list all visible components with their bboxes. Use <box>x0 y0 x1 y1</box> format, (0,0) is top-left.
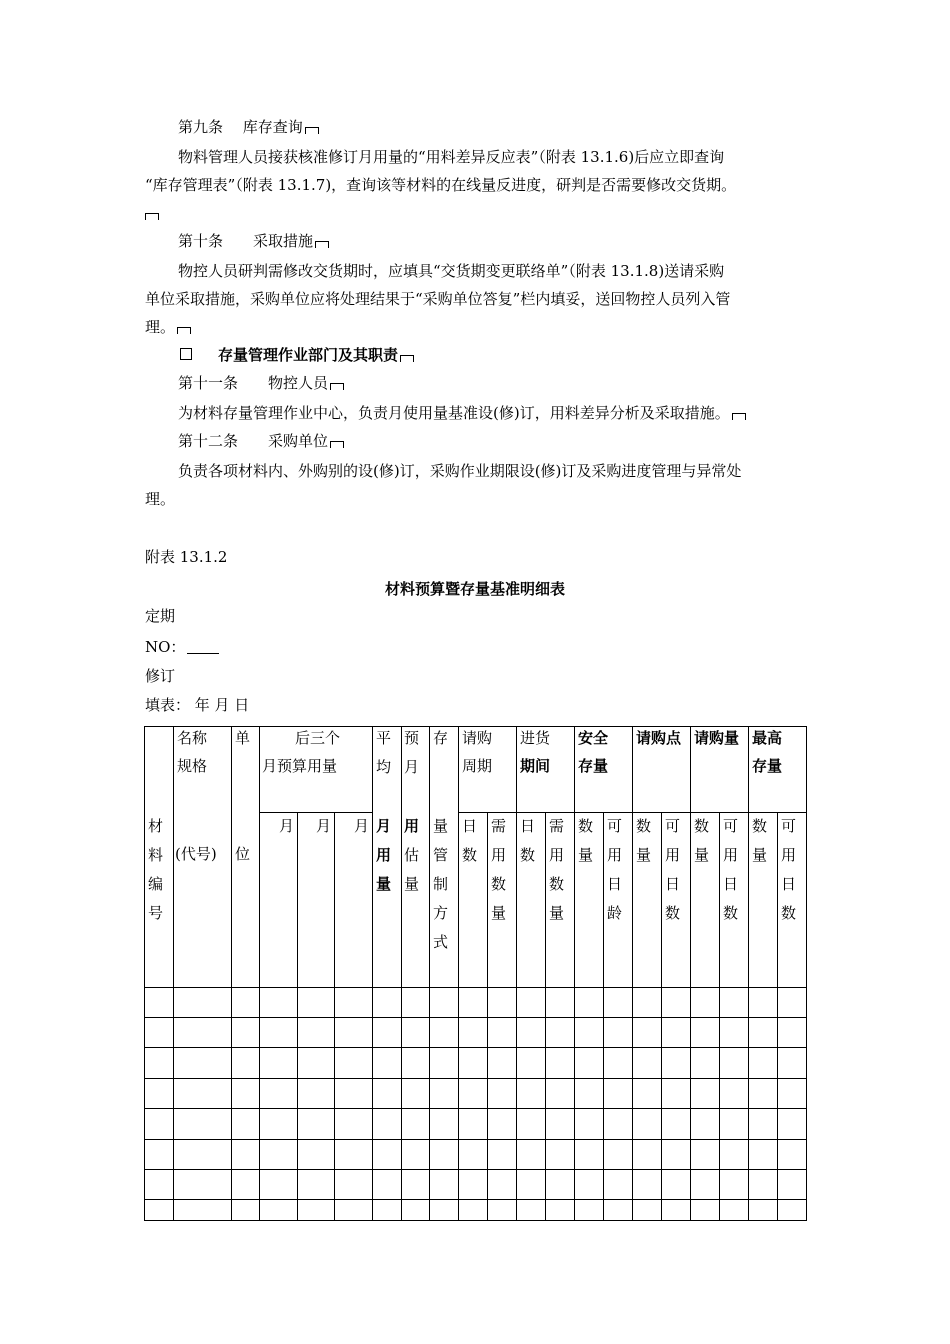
header-usable-age: 可用日龄 <box>607 817 623 922</box>
header-budget-1: 后三个 <box>295 729 341 747</box>
header-material-no: 材料编号 <box>148 817 164 922</box>
header-reorder: 请购点 <box>636 729 682 747</box>
header-days-2: 日数 <box>520 817 536 864</box>
header-forecast-top: 预月 <box>404 729 420 776</box>
header-safety-2: 存量 <box>578 757 609 775</box>
header-unit-1: 单 <box>235 729 251 747</box>
header-month-1: 月 <box>279 817 295 835</box>
header-unit-2: 位 <box>235 845 251 863</box>
header-usable-days-2: 可用日数 <box>723 817 739 922</box>
article-10-body-line-1: 物控人员研判需修改交货期时，应填具“交货期变更联络单”（附表 13.1.8)送请采购 <box>178 262 725 280</box>
article-10-title: 第十条 采取措施 <box>178 230 329 252</box>
table-title: 材料预算暨存量基准明细表 <box>384 580 565 598</box>
header-month-3: 月 <box>354 817 370 835</box>
article-12-body-line-1: 负责各项材料内、外购别的设(修)订，采购作业期限设(修)订及采购进度管理与异常处 <box>178 462 742 480</box>
article-9-body-line-2: “库存管理表”（附表 13.1.7)，查询该等材料的在线量反进度，研判是否需要修改交货期。 <box>145 176 737 194</box>
article-12-title: 第十二条 采购单位 <box>178 430 344 452</box>
section-heading: 存量管理作业部门及其职责 <box>180 344 414 366</box>
header-month-2: 月 <box>316 817 332 835</box>
article-10-body-line-3: 理。 <box>145 316 191 338</box>
header-days-1: 日数 <box>462 817 478 864</box>
article-9-body-line-1: 物料管理人员接获核准修订月用量的“用料差异反应表”（附表 13.1.6)后应立即查询 <box>178 148 725 166</box>
appendix-label: 附表 13.1.2 <box>145 548 228 566</box>
header-avg-bottom: 月用量 <box>376 817 392 893</box>
header-name-2: 规格 <box>177 757 208 775</box>
header-usable-days-3: 可用日数 <box>781 817 797 922</box>
header-qty-3: 数量 <box>694 817 710 864</box>
header-stock-bottom: 量管制方式 <box>433 817 449 951</box>
header-request-cycle-2: 周期 <box>462 757 493 775</box>
header-qty-4: 数量 <box>752 817 768 864</box>
header-needed-qty-1: 需用数量 <box>491 817 507 922</box>
header-budget-2: 月预算用量 <box>262 757 338 775</box>
revise-label: 修订 <box>145 667 176 685</box>
header-max-2: 存量 <box>752 757 783 775</box>
header-avg-top: 平均 <box>376 729 392 776</box>
header-request-cycle-1: 请购 <box>462 729 493 747</box>
header-lead-2: 期间 <box>520 757 551 775</box>
article-11-body: 为材料存量管理作业中心，负责月使用量基准设(修)订，用料差异分析及采取措施。 <box>178 402 746 424</box>
header-usable-days-1: 可用日数 <box>665 817 681 922</box>
number-label: NO： <box>145 636 219 658</box>
fill-date-label: 填表： 年 月 日 <box>145 696 250 714</box>
header-forecast-bottom: 用估量 <box>404 817 420 893</box>
header-order-qty: 请购量 <box>694 729 740 747</box>
periodic-label: 定期 <box>145 607 176 625</box>
header-qty-2: 数量 <box>636 817 652 864</box>
article-11-title: 第十一条 物控人员 <box>178 372 344 394</box>
header-qty-1: 数量 <box>578 817 594 864</box>
article-12-body-line-2: 理。 <box>145 490 176 508</box>
article-10-body-line-2: 单位采取措施，采购单位应将处理结果于“采购单位答复”栏内填妥，送回物控人员列入管 <box>145 290 731 308</box>
header-safety-1: 安全 <box>578 729 609 747</box>
header-lead-1: 进货 <box>520 729 551 747</box>
header-name-3: (代号) <box>175 845 217 863</box>
header-max-1: 最高 <box>752 729 783 747</box>
header-stock-top: 存 <box>433 729 449 747</box>
article-9-title: 第九条 库存查询 <box>178 116 319 138</box>
header-needed-qty-2: 需用数量 <box>549 817 565 922</box>
header-name-1: 名称 <box>177 729 208 747</box>
